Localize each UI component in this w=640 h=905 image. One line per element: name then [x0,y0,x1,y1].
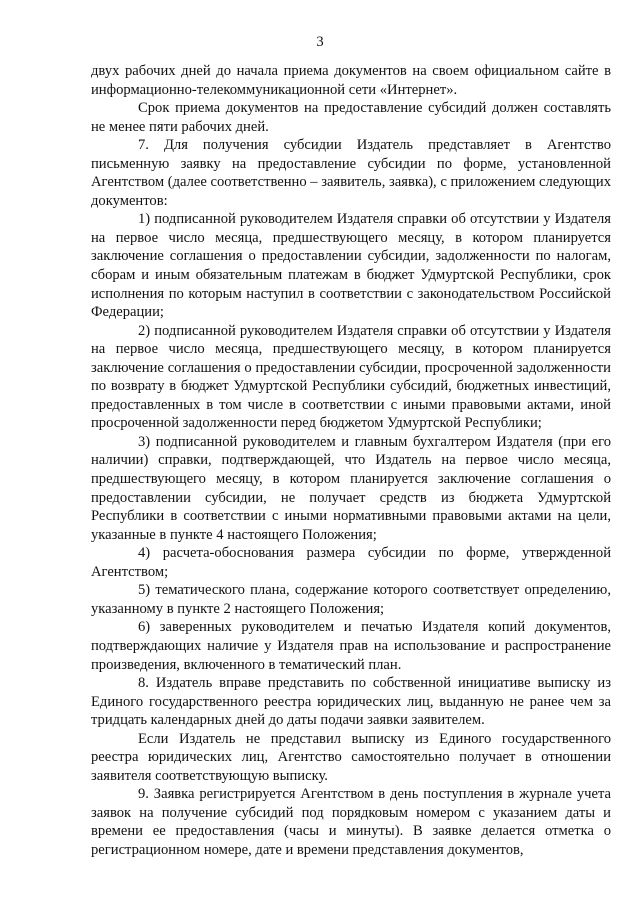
list-item: 5) тематического плана, содержание которого соответствует определению, указанному в пункте 2 настоящего Положения; [91,582,611,617]
paragraph-item-8: 8. Издатель вправе представить по собственной инициативе выписку из Единого государственного реестра юридических лиц, выданную не ранее чем за тридцать календарных дней до даты подачи заявки заявителем. [91,675,611,729]
paragraph: Срок приема документов на предоставление субсидий должен составлять не менее пяти рабочих дней. [91,100,611,135]
list-item: 6) заверенных руководителем и печатью Издателя копий документов, подтверждающих наличие у Издателя прав на использование и распространение произведения, включенного в тематический план. [91,619,611,673]
list-item: 2) подписанной руководителем Издателя справки об отсутствии у Издателя на первое число месяца, предшествующего месяцу, в котором планируется заключение соглашения о предоставлении субсидии, просроченной задолженности по возврату в бюджет Удмуртской Республики субсидий, бюджетных инвестиций, предоставленных в том числе в соответствии с иными правовыми актами, иной просроченной задолженности перед бюджетом Удмуртской Республики; [91,322,611,432]
page-number: 3 [316,34,324,50]
paragraph: Если Издатель не представил выписку из Единого государственного реестра юридических лиц, Агентство самостоятельно получает в отношении заявителя соответствующую выписку. [91,730,611,784]
paragraph: двух рабочих дней до начала приема документов на своем официальном сайте в информационно-телекоммуникационной сети «Интернет». [91,63,611,98]
paragraph-item-9: 9. Заявка регистрируется Агентством в день поступления в журнале учета заявок на получение субсидий под порядковым номером с указанием даты и времени ее предоставления (часы и минуты). В заявке делается отметка о регистрационном номере, дате и времени представления документов, [91,786,611,858]
document-body [91,62,611,860]
list-item: 3) подписанной руководителем и главным бухгалтером Издателя (при его наличии) справки, подтверждающей, что Издатель на первое число месяца, предшествующего месяцу, в котором планируется заключение соглашения о предоставлении субсидии, не получает средств из бюджета Удмуртской Республики в соответствии с иными нормативными правовыми актами на цели, указанные в пункте 4 настоящего Положения; [91,433,611,543]
list-item: 1) подписанной руководителем Издателя справки об отсутствии у Издателя на первое число месяца, предшествующего месяцу, в котором планируется заключение соглашения о предоставлении субсидии, задолженности по налогам, сборам и иным обязательным платежам в бюджет Удмуртской Республики, срок исполнения по которым наступил в соответствии с законодательством Российской Федерации; [91,211,611,321]
list-item: 4) расчета-обоснования размера субсидии по форме, утвержденной Агентством; [91,545,611,580]
paragraph-item-7: 7. Для получения субсидии Издатель представляет в Агентство письменную заявку на предоставление субсидии по форме, установленной Агентством (далее соответственно – заявитель, заявка), с приложением следующих документов: [91,137,611,209]
